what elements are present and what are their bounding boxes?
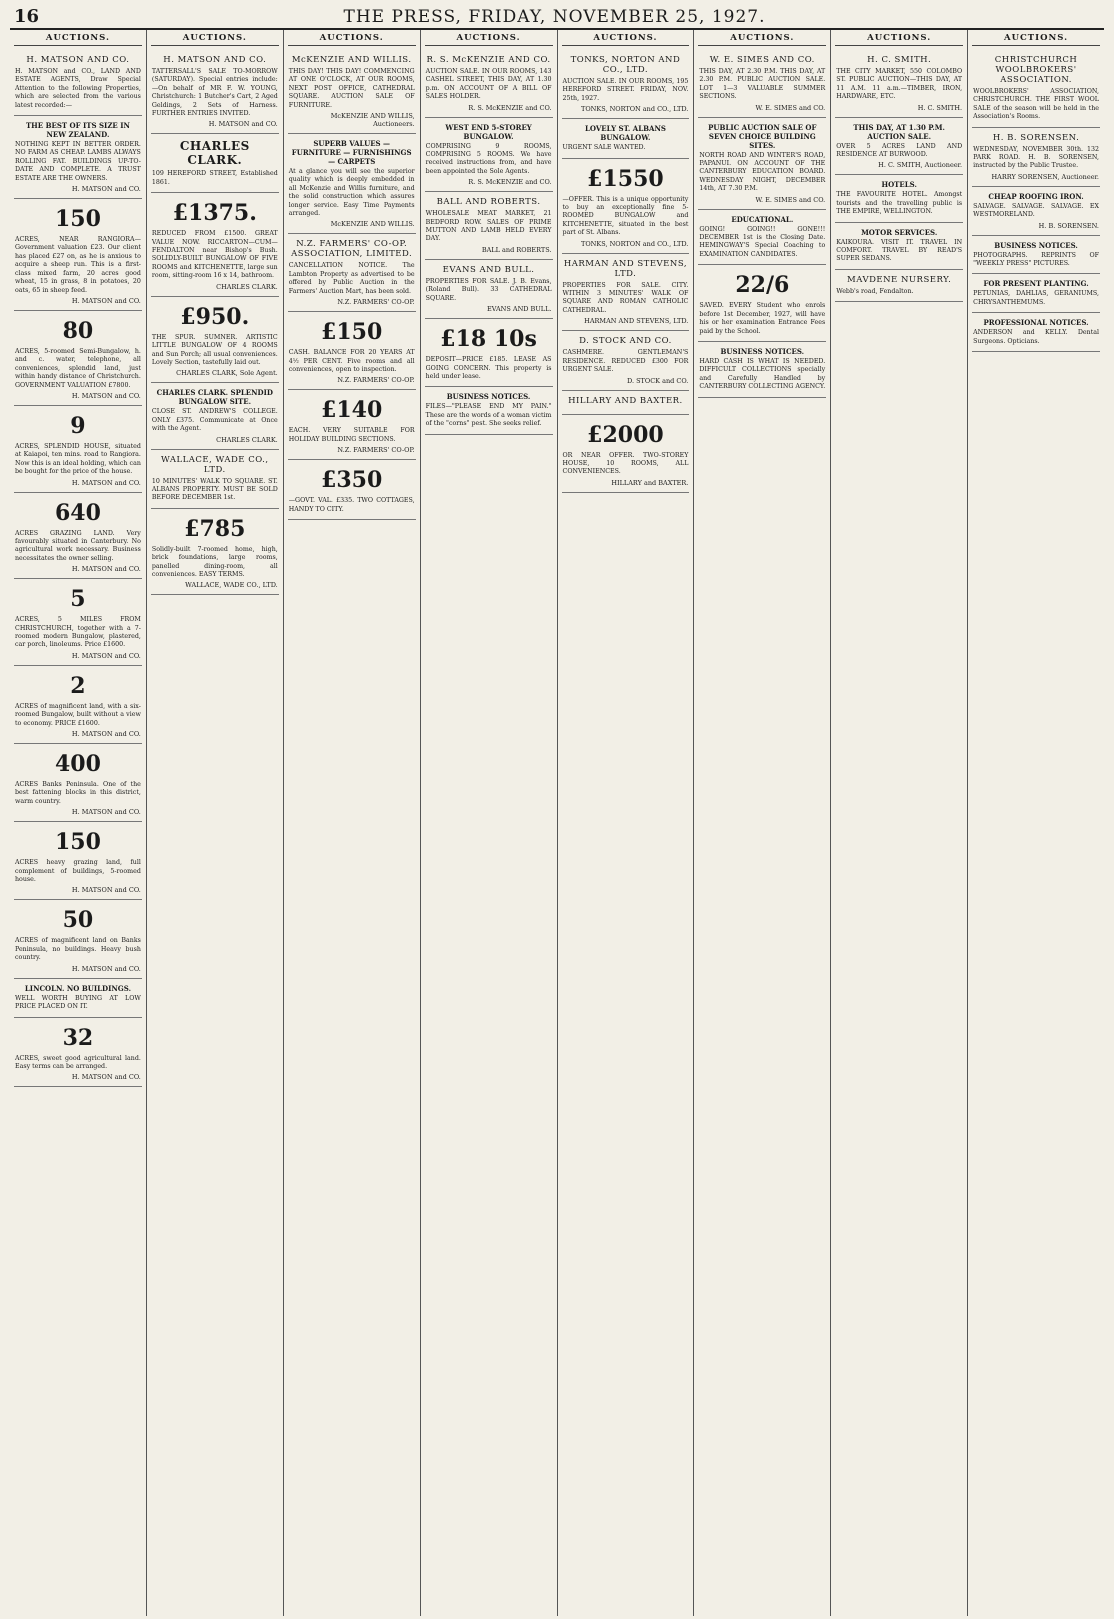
advertiser-name: TONKS, NORTON AND CO., LTD. bbox=[570, 55, 681, 75]
ad-body-text: At a glance you will see the superior quality which is deeply embedded in all McKenzie and Willis furniture, and the solid construction which assures longer service. Easy Time Payments arranged. bbox=[288, 168, 415, 218]
ad-price: £950. bbox=[180, 303, 250, 330]
ad-price: £140 bbox=[321, 397, 383, 424]
ad-price: 400 bbox=[54, 751, 101, 778]
ad-body-text: Solidly-built 7-roomed home, high, brick foundations, large rooms, panelled dining-room, all conveniences. EASY TERMS. bbox=[151, 545, 278, 578]
advertisement bbox=[288, 312, 416, 390]
ad-body-text: THE SPUR. SUMNER. ARTISTIC LITTLE BUNGALOW OF 4 ROOMS and Sun Porch; all usual conveniences. Lovely Section, tastefully laid out. bbox=[151, 333, 278, 366]
advertisement bbox=[698, 342, 826, 398]
ad-signature: EVANS AND BULL. bbox=[486, 305, 552, 314]
ad-heading: BUSINESS NOTICES. bbox=[994, 240, 1078, 250]
ad-body-text: NORTH ROAD AND WINTER'S ROAD, PAPANUI. ON ACCOUNT OF THE CANTERBURY EDUCATION BOARD. WEDNESDAY NIGHT, DECEMBER 14th, AT 7.30 P.M. bbox=[699, 151, 826, 193]
advertisement bbox=[562, 159, 690, 254]
ad-heading: THE BEST OF ITS SIZE IN NEW ZEALAND. bbox=[25, 121, 130, 140]
ad-heading: FOR PRESENT PLANTING. bbox=[983, 279, 1089, 289]
advertiser-name: HILLARY AND BAXTER. bbox=[568, 395, 683, 406]
ad-body-text: AUCTION SALE. IN OUR ROOMS, 195 HEREFORD STREET. FRIDAY, NOV. 25th, 1927. bbox=[562, 78, 689, 102]
ad-signature: W. E. SIMES and CO. bbox=[755, 103, 826, 112]
column-heading: AUCTIONS. bbox=[698, 33, 826, 46]
ad-signature: TONKS, NORTON and CO., LTD. bbox=[581, 239, 689, 248]
advertisement bbox=[14, 50, 142, 116]
ad-body-text: —GOVT. VAL. £335. TWO COTTAGES, HANDY TO CITY. bbox=[288, 497, 415, 513]
ad-body-text: DEPOSIT—PRICE £185. LEASE AS GOING CONCERN. This property is held under lease. bbox=[425, 356, 552, 380]
ad-body-text: PETUNIAS, DAHLIAS, GERANIUMS, CHRYSANTHEMUMS. bbox=[973, 290, 1099, 306]
column-heading: AUCTIONS. bbox=[562, 33, 690, 46]
ad-body-text: ACRES heavy grazing land, full complement of buildings, 5-roomed house. bbox=[15, 859, 141, 884]
ad-price: 2 bbox=[70, 672, 86, 699]
ad-body-text: FILES—"PLEASE END MY PAIN." These are the words of a woman victim of the "corns" pest. She seeks relief. bbox=[425, 403, 552, 428]
ad-signature: H. C. SMITH. bbox=[917, 103, 963, 112]
advertiser-name: WALLACE, WADE CO., LTD. bbox=[161, 454, 269, 475]
advertisement bbox=[972, 128, 1100, 187]
ad-price: 150 bbox=[54, 206, 101, 233]
advertiser-name: EVANS AND BULL. bbox=[442, 264, 535, 275]
column-heading: AUCTIONS. bbox=[835, 33, 963, 46]
ad-signature: H. MATSON and CO. bbox=[71, 1073, 141, 1082]
ad-heading: HOTELS. bbox=[881, 180, 917, 190]
advertisement bbox=[972, 50, 1100, 128]
ad-heading: CHARLES CLARK. SPLENDID BUNGALOW SITE. bbox=[156, 388, 273, 407]
ad-signature: McKENZIE AND WILLIS. bbox=[330, 220, 415, 229]
ad-body-text: ACRES of magnificent land on Banks Peninsula, no buildings. Heavy bush country. bbox=[15, 937, 141, 962]
ad-price: £785 bbox=[184, 515, 246, 542]
ad-body-text: CASH. BALANCE FOR 20 YEARS AT 4½ PER CENT. Five rooms and all conveniences, open to inspection. bbox=[288, 349, 415, 373]
advertisement bbox=[425, 50, 553, 118]
ad-signature: H. MATSON and CO. bbox=[208, 120, 278, 129]
ad-body-text: OVER 5 ACRES LAND AND RESIDENCE AT BURWOOD. bbox=[836, 142, 963, 159]
advertisement bbox=[698, 118, 826, 210]
advertisement bbox=[972, 313, 1100, 352]
advertisement bbox=[14, 900, 142, 978]
ad-price: 9 bbox=[70, 412, 86, 439]
advertiser-name: H. B. SORENSEN. bbox=[992, 132, 1080, 143]
ad-signature: H. MATSON and CO. bbox=[71, 478, 141, 487]
ad-heading: LINCOLN. NO BUILDINGS. bbox=[24, 983, 131, 993]
ad-body-text: ANDERSON and KELLY. Dental Surgeons. Opticians. bbox=[973, 329, 1099, 345]
ad-body-text: H. MATSON and CO., LAND AND ESTATE AGENTS, Draw Special Attention to the following Properties, which are selected from the various latest recorded:— bbox=[15, 68, 141, 109]
advertisement bbox=[425, 260, 553, 319]
ad-heading: BUSINESS NOTICES. bbox=[446, 392, 531, 402]
advertisement bbox=[562, 391, 690, 415]
ad-body-text: OR NEAR OFFER. TWO-STOREY HOUSE, 10 ROOMS, ALL CONVENIENCES. bbox=[562, 451, 689, 476]
advertisement bbox=[835, 175, 963, 222]
ad-signature: McKENZIE AND WILLIS, Auctioneers. bbox=[330, 112, 415, 129]
ad-price: £18 10s bbox=[440, 326, 537, 353]
ad-signature: H. MATSON and CO. bbox=[71, 964, 141, 973]
ad-body-text: ACRES, 5 MILES FROM CHRISTCHURCH, together with a 7-roomed modern Bungalow, plastered, car porch, linoleums. Price £1600. bbox=[15, 616, 141, 649]
ad-body-text: KAIKOURA. VISIT IT. TRAVEL IN COMFORT. TRAVEL BY READ'S SUPER SEDANS. bbox=[836, 238, 963, 263]
advertisement bbox=[14, 116, 142, 199]
advertiser-name: McKENZIE AND WILLIS. bbox=[291, 55, 412, 65]
ad-price: £1375. bbox=[172, 200, 257, 227]
ad-price: 5 bbox=[70, 586, 86, 613]
ad-signature: H. MATSON and CO. bbox=[71, 391, 141, 400]
ad-signature: N.Z. FARMERS' CO-OP. bbox=[337, 446, 415, 455]
advertisement bbox=[288, 50, 416, 134]
ad-body-text: REDUCED FROM £1500. GREAT VALUE NOW. RICCARTON—CUM—FENDALTON near Bishop's Bush. SOLIDLY-BUILT BUNGALOW OF FIVE ROOMS and KITCHENETTE, large sun room, sitting-room 16 x 14, bathroom. bbox=[151, 230, 278, 280]
advertiser-name: H. MATSON AND CO. bbox=[26, 55, 130, 65]
ad-heading: PROFESSIONAL NOTICES. bbox=[983, 318, 1089, 328]
ad-body-text: CASHMERE. GENTLEMAN'S RESIDENCE. REDUCED £300 FOR URGENT SALE. bbox=[562, 349, 689, 374]
masthead bbox=[10, 6, 1104, 30]
advertisement bbox=[14, 199, 142, 311]
ad-body-text: NOTHING KEPT IN BETTER ORDER. NO FARM AS CHEAP. LAMBS ALWAYS ROLLING FAT. BUILDINGS UP-TO-DATE AND COMPLETE. A TRUST ESTATE ARE THE OWNERS. bbox=[15, 141, 141, 182]
advertisement bbox=[425, 118, 553, 193]
advertiser-name: H. C. SMITH. bbox=[867, 55, 932, 65]
column-1 bbox=[10, 30, 147, 1616]
ad-body-text: AUCTION SALE. IN OUR ROOMS, 143 CASHEL STREET, THIS DAY, AT 1.30 p.m. ON ACCOUNT OF A BILL OF SALES HOLDER. bbox=[425, 68, 552, 101]
advertiser-name: N.Z. FARMERS' CO-OP. ASSOCIATION, LIMITED. bbox=[291, 239, 413, 260]
ad-body-text: 109 HEREFORD STREET, Established 1861. bbox=[151, 170, 278, 186]
ad-signature: CHARLES CLARK. bbox=[216, 435, 278, 444]
ad-body-text: WHOLESALE MEAT MARKET, 21 BEDFORD ROW. SALES OF PRIME MUTTON AND LAMB HELD EVERY DAY. bbox=[425, 210, 552, 243]
advertisement bbox=[14, 822, 142, 900]
advertisement bbox=[14, 1018, 142, 1088]
advertisement bbox=[288, 234, 416, 312]
advertisement bbox=[698, 50, 826, 118]
advertisement bbox=[835, 223, 963, 270]
column-3 bbox=[284, 30, 421, 1616]
ad-body-text: ACRES GRAZING LAND. Very favourably situated in Canterbury. No agricultural work necessary. Business necessitates the owner selling. bbox=[15, 529, 141, 562]
advertisement bbox=[972, 187, 1100, 236]
ad-price: 150 bbox=[54, 829, 101, 856]
advertiser-name: W. E. SIMES AND CO. bbox=[709, 55, 815, 65]
ad-price: 80 bbox=[62, 317, 94, 344]
column-5 bbox=[558, 30, 695, 1616]
ad-signature: H. C. SMITH, Auctioneer. bbox=[878, 161, 963, 170]
ad-heading: LOVELY ST. ALBANS BUNGALOW. bbox=[584, 124, 666, 143]
column-heading: AUCTIONS. bbox=[425, 33, 553, 46]
advertisement bbox=[14, 406, 142, 493]
ad-body-text: ACRES of magnificent land, with a six-roomed Bungalow, built without a view to economy. PRICE £1600. bbox=[15, 702, 141, 727]
advertisement bbox=[151, 50, 279, 134]
ad-body-text: TATTERSALL'S SALE TO-MORROW (SATURDAY). Special entries include:—On behalf of MR F. W. YOUNG, Christchurch: 1 Butcher's Cart, 2 Aged Geldings, 2 Sets of Harness. FURTHER ENTRIES INVITED. bbox=[151, 68, 278, 118]
ad-heading: CHEAP ROOFING IRON. bbox=[988, 191, 1084, 201]
ad-heading: MOTOR SERVICES. bbox=[861, 227, 938, 237]
ad-body-text: CLOSE ST. ANDREW'S COLLEGE. ONLY £375. Communicate at Once with the Agent. bbox=[151, 408, 278, 433]
advertisement bbox=[425, 387, 553, 434]
advertisement bbox=[14, 979, 142, 1018]
ad-heading: WEST END 5-STOREY BUNGALOW. bbox=[445, 122, 532, 141]
advertisement bbox=[151, 450, 279, 509]
ad-signature: H. MATSON and CO. bbox=[71, 651, 141, 660]
ad-body-text: COMPRISING 9 ROOMS, COMPRISING 5 ROOMS. We have received instructions from, and have been appointed the Sole Agents. bbox=[425, 142, 552, 175]
advertisement bbox=[14, 579, 142, 666]
ad-body-text: URGENT SALE WANTED. bbox=[562, 144, 646, 152]
advertisement bbox=[562, 119, 690, 158]
advertisement bbox=[151, 193, 279, 296]
ad-body-text: THIS DAY, AT 2.30 P.M. THIS DAY, AT 2.30 P.M. PUBLIC AUCTION SALE. LOT 1—3 VALUABLE SUMMER SECTIONS. bbox=[699, 68, 826, 101]
advertisement bbox=[151, 383, 279, 449]
advertisement bbox=[151, 509, 279, 596]
ad-body-text: WOOLBROKERS' ASSOCIATION, CHRISTCHURCH. THE FIRST WOOL SALE of the season will be held in the Association's Rooms. bbox=[973, 88, 1099, 121]
ad-price: £150 bbox=[321, 319, 383, 346]
ad-signature: W. E. SIMES and CO. bbox=[755, 195, 826, 204]
ad-body-text: THE FAVOURITE HOTEL. Amongst tourists and the travelling public is THE EMPIRE, WELLINGTON. bbox=[836, 191, 963, 216]
ad-signature: CHARLES CLARK, Sole Agent. bbox=[176, 369, 278, 378]
ad-body-text: PROPERTIES FOR SALE. J. B. Evans, (Roland Bull). 33 CATHEDRAL SQUARE. bbox=[425, 277, 552, 302]
ad-body-text: SAVED. EVERY Student who enrols before 1st December, 1927, will have his or her examination Entrance Fees paid by the School. bbox=[699, 302, 826, 335]
ad-signature: BALL and ROBERTS. bbox=[481, 245, 552, 254]
ad-signature: N.Z. FARMERS' CO-OP. bbox=[337, 298, 415, 307]
ad-signature: H. MATSON and CO. bbox=[71, 808, 141, 817]
column-7 bbox=[831, 30, 968, 1616]
ad-body-text: 10 MINUTES' WALK TO SQUARE. ST. ALBANS PROPERTY. MUST BE SOLD BEFORE DECEMBER 1st. bbox=[151, 477, 278, 502]
ad-body-text: PHOTOGRAPHS. REPRINTS OF "WEEKLY PRESS" PICTURES. bbox=[973, 251, 1099, 268]
advertisement bbox=[151, 297, 279, 384]
advertisement bbox=[425, 192, 553, 260]
ad-signature: CHARLES CLARK. bbox=[216, 282, 278, 291]
ad-body-text: PROPERTIES FOR SALE. CITY. WITHIN 3 MINUTES' WALK OF SQUARE AND ROMAN CATHOLIC CATHEDRAL. bbox=[562, 281, 689, 314]
advertisement bbox=[288, 134, 416, 234]
ad-heading: SUPERB VALUES — FURNITURE — FURNISHINGS — CARPETS bbox=[291, 139, 412, 167]
ad-signature: R. S. McKENZIE and CO. bbox=[468, 103, 552, 112]
ad-signature: H. MATSON and CO. bbox=[71, 185, 141, 194]
ad-body-text: EACH. VERY SUITABLE FOR HOLIDAY BUILDING SECTIONS. bbox=[288, 427, 415, 443]
ad-body-text: WELL WORTH BUYING AT LOW PRICE PLACED ON IT. bbox=[15, 994, 141, 1011]
column-2 bbox=[147, 30, 284, 1616]
ad-signature: TONKS, NORTON and CO., LTD. bbox=[581, 105, 689, 114]
advertiser-name: D. STOCK AND CO. bbox=[579, 336, 672, 347]
column-heading: AUCTIONS. bbox=[151, 33, 279, 46]
ad-body-text: ACRES Banks Peninsula. One of the best fattening blocks in this district, warm country. bbox=[15, 781, 141, 805]
ad-body-text: SALVAGE. SALVAGE. SALVAGE. EX WESTMORELAND. bbox=[973, 202, 1099, 219]
ad-body-text: ACRES, 5-roomed Semi-Bungalow, h. and c. water, telephone, all conveniences, splendid land, just within handy distance of Christchurch. GOVERNMENT VALUATION £7800. bbox=[15, 347, 141, 389]
ad-signature: D. STOCK and CO. bbox=[626, 376, 689, 385]
ad-body-text: WEDNESDAY, NOVEMBER 30th. 132 PARK ROAD. H. B. SORENSEN, instructed by the Public Trustee. bbox=[973, 145, 1099, 170]
ad-price: 32 bbox=[62, 1024, 94, 1051]
page-number: 16 bbox=[14, 6, 40, 27]
advertiser-name: HARMAN AND STEVENS, LTD. bbox=[563, 258, 688, 279]
ad-price: 22/6 bbox=[735, 272, 790, 299]
ad-heading: PUBLIC AUCTION SALE OF SEVEN CHOICE BUILDING SITES. bbox=[708, 122, 817, 150]
ad-price: £350 bbox=[321, 467, 383, 494]
column-heading: AUCTIONS. bbox=[288, 33, 416, 46]
ad-body-text: Webb's road, Fendalton. bbox=[836, 287, 914, 295]
ad-body-text: GOING! GOING!! GONE!!! DECEMBER 1st is the Closing Date. HEMINGWAY'S Special Coaching to EXAMINATION CANDIDATES. bbox=[699, 225, 826, 258]
ad-body-text: THE CITY MARKET, 550 COLOMBO ST. PUBLIC AUCTION—THIS DAY, AT 11 A.M. 11 a.m.—TIMBER, IRON, HARDWARE, ETC. bbox=[836, 68, 963, 101]
advertiser-name: MAVDENE NURSERY. bbox=[847, 274, 952, 285]
ad-body-text: ACRES, sweet good agricultural land. Easy terms can be arranged. bbox=[15, 1054, 141, 1070]
advertisement bbox=[972, 274, 1100, 313]
ad-price: 640 bbox=[54, 499, 101, 526]
advertisement bbox=[835, 270, 963, 302]
advertisement bbox=[425, 319, 553, 387]
advertisement bbox=[562, 415, 690, 493]
ad-signature: H. MATSON and CO. bbox=[71, 296, 141, 305]
column-heading: AUCTIONS. bbox=[14, 33, 142, 46]
page-title: THE PRESS, FRIDAY, NOVEMBER 25, 1927. bbox=[343, 7, 766, 27]
column-6 bbox=[694, 30, 831, 1616]
ad-signature: HARRY SORENSEN, Auctioneer. bbox=[991, 172, 1099, 181]
ad-body-text: ACRES, NEAR RANGIORA—Government valuation £23. Our client has placed £27 on, as he is anxious to acquire a sheep run. This is a first-class mixed farm, 20 acres good wheat, 15 in grass, 8 in potatoes, 20 oats, 65 in sheep feed. bbox=[15, 236, 141, 294]
ad-signature: N.Z. FARMERS' CO-OP. bbox=[337, 376, 415, 385]
ad-heading: EDUCATIONAL. bbox=[731, 214, 794, 224]
ad-signature: HARMAN AND STEVENS, LTD. bbox=[584, 317, 689, 326]
ad-price: 50 bbox=[62, 907, 94, 934]
advertisement bbox=[698, 210, 826, 266]
ad-signature: H. MATSON and CO. bbox=[71, 886, 141, 895]
ad-body-text: ACRES, SPLENDID HOUSE, situated at Kaiapoi, ten mins. road to Rangiora. Now this is an ideal holding, which can be bought for the price of the house. bbox=[15, 442, 141, 476]
advertisement bbox=[562, 331, 690, 390]
ad-signature: R. S. McKENZIE and CO. bbox=[468, 178, 552, 187]
advertisement bbox=[562, 50, 690, 119]
advertiser-name: R. S. McKENZIE AND CO. bbox=[426, 55, 551, 65]
advertisement bbox=[14, 493, 142, 580]
ad-signature: H. MATSON and CO. bbox=[71, 565, 141, 574]
advertisement bbox=[151, 134, 279, 193]
advertisement bbox=[835, 118, 963, 176]
advertisement bbox=[14, 744, 142, 822]
columns-container bbox=[10, 30, 1104, 1616]
ad-price: £2000 bbox=[587, 421, 664, 448]
advertiser-name: CHRISTCHURCH WOOLBROKERS' ASSOCIATION. bbox=[994, 55, 1078, 85]
ad-body-text: —OFFER. This is a unique opportunity to buy an exceptionally fine 5-ROOMED BUNGALOW and KITCHENETTE, situated in the best part of St. Albans. bbox=[562, 195, 689, 237]
advertisement bbox=[288, 460, 416, 520]
advertiser-name: H. MATSON AND CO. bbox=[163, 55, 267, 65]
advertisement bbox=[288, 390, 416, 460]
ad-heading: BUSINESS NOTICES. bbox=[720, 346, 805, 356]
ad-heading: THIS DAY, AT 1.30 P.M. AUCTION SALE. bbox=[853, 122, 945, 141]
advertisement bbox=[14, 311, 142, 406]
advertisement bbox=[562, 254, 690, 332]
column-4 bbox=[421, 30, 558, 1616]
advertisement bbox=[698, 265, 826, 342]
ad-signature: HILLARY and BAXTER. bbox=[611, 478, 689, 487]
advertiser-name: BALL AND ROBERTS. bbox=[436, 197, 541, 208]
ad-body-text: HARD CASH IS WHAT IS NEEDED. DIFFICULT COLLECTIONS specially and Carefully Handled by CANTERBURY COLLECTING AGENCY. bbox=[699, 357, 826, 391]
ad-price: £1550 bbox=[587, 165, 664, 192]
column-heading: AUCTIONS. bbox=[972, 33, 1100, 46]
ad-signature: H. B. SORENSEN. bbox=[1038, 221, 1099, 230]
column-8 bbox=[968, 30, 1104, 1616]
advertiser-name: CHARLES CLARK. bbox=[179, 139, 250, 168]
ad-body-text: CANCELLATION NOTICE. The Lambton Property as advertised to be offered by Public Auction in the Farmers' Auction Mart, has been sold. bbox=[288, 262, 415, 295]
advertisement bbox=[835, 50, 963, 118]
ad-body-text: THIS DAY! THIS DAY! COMMENCING AT ONE O'CLOCK, AT OUR ROOMS, NEXT POST OFFICE, CATHEDRAL SQUARE. AUCTION SALE OF FURNITURE. bbox=[288, 68, 415, 109]
ad-signature: H. MATSON and CO. bbox=[71, 730, 141, 739]
advertisement bbox=[14, 666, 142, 744]
ad-signature: WALLACE, WADE CO., LTD. bbox=[185, 581, 278, 590]
advertisement bbox=[972, 236, 1100, 275]
